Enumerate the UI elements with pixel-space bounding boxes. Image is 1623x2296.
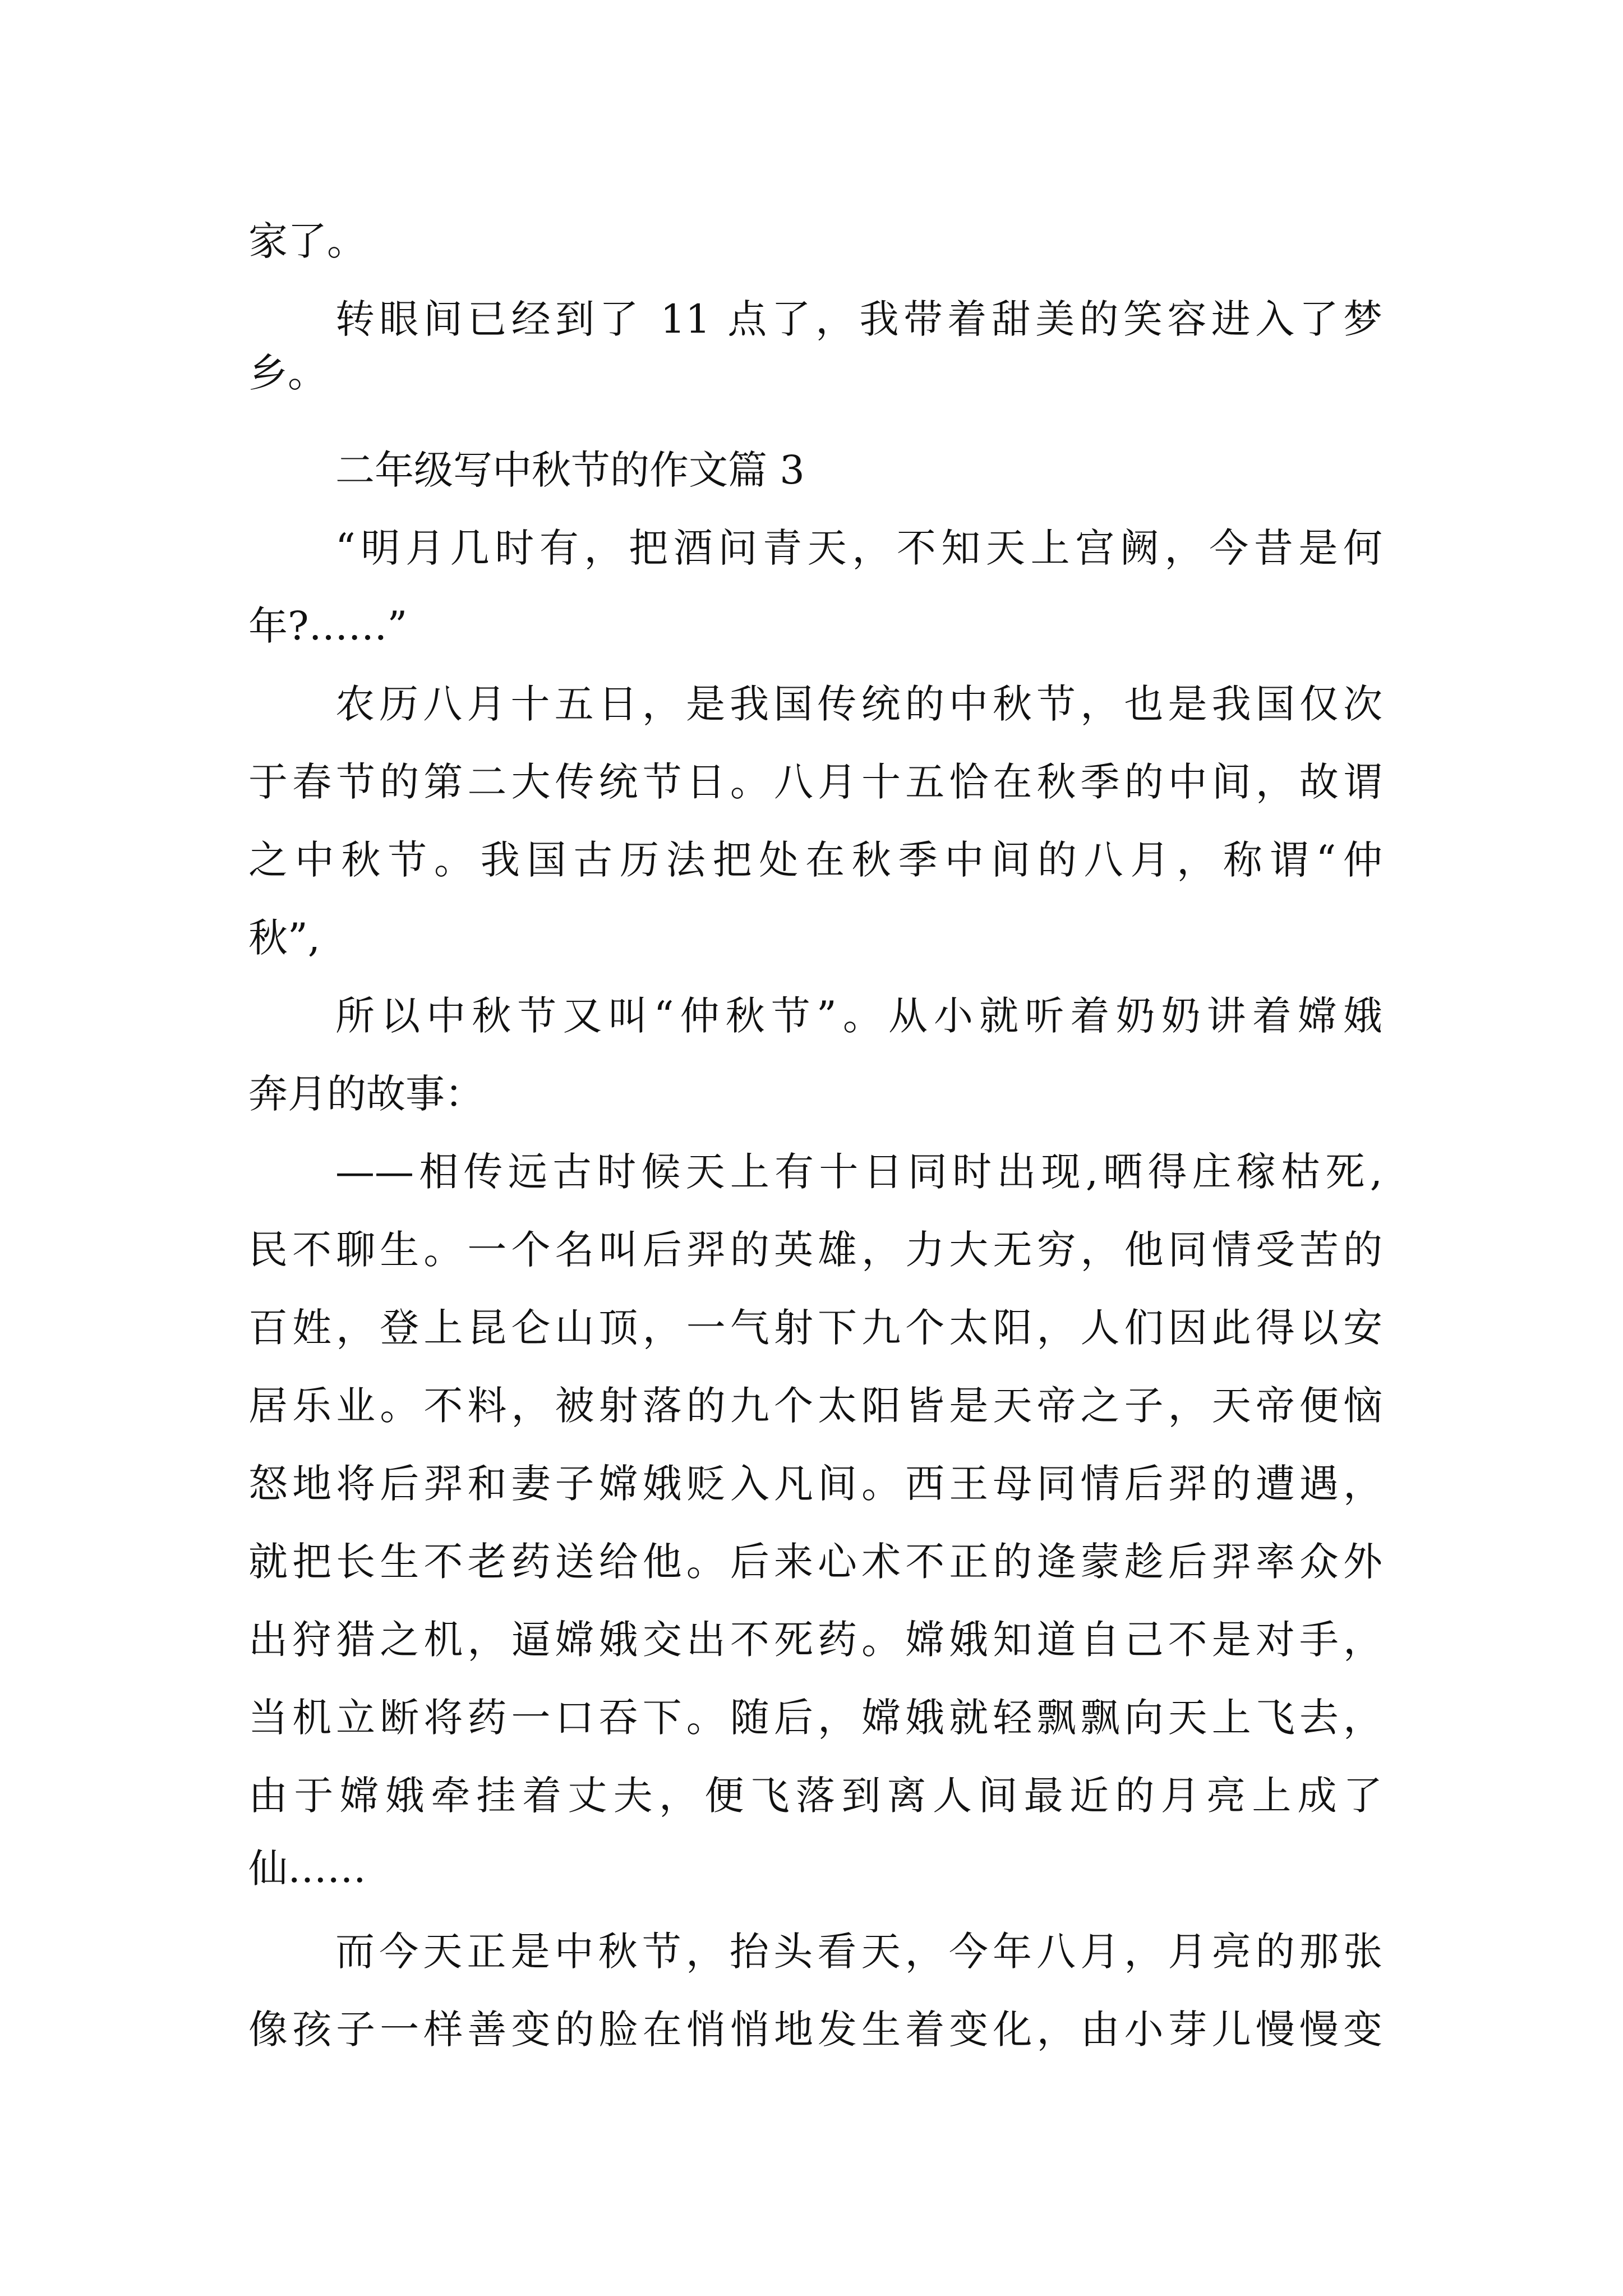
text-line: 奔月的故事：: [248, 1071, 484, 1117]
text-line: 像孩子一样善变的脸在悄悄地发生着变化，由小芽儿慢慢变: [248, 2007, 1382, 2053]
text-line: 于春节的第二大传统节日。八月十五恰在秋季的中间，故谓: [248, 759, 1382, 805]
text-line: 之中秋节。我国古历法把处在秋季中间的八月，称谓“仲: [248, 837, 1382, 883]
text-line: 转眼间已经到了 11 点了，我带着甜美的笑容进入了梦: [335, 296, 1382, 342]
text-line: 家了。: [248, 218, 366, 264]
text-line: 百姓，登上昆仑山顶，一气射下九个太阳，人们因此得以安: [248, 1305, 1382, 1351]
text-line: “明月几时有，把酒问青天，不知天上宫阙，今昔是何: [335, 525, 1382, 571]
text-line: 当机立断将药一口吞下。随后，嫦娥就轻飘飘向天上飞去，: [248, 1695, 1382, 1741]
section-heading: 二年级写中秋节的作文篇 3: [335, 447, 805, 493]
text-line: 就把长生不老药送给他。后来心术不正的逄蒙趁后羿率众外: [248, 1539, 1382, 1585]
text-line: 乡。: [248, 350, 327, 396]
text-line: 怒地将后羿和妻子嫦娥贬入凡间。西王母同情后羿的遭遇，: [248, 1461, 1382, 1507]
text-line: ——相传远古时候天上有十日同时出现,晒得庄稼枯死,: [335, 1149, 1382, 1195]
text-line: 出狩猎之机，逼嫦娥交出不死药。嫦娥知道自己不是对手，: [248, 1617, 1382, 1663]
text-line: 由于嫦娥牵挂着丈夫，便飞落到离人间最近的月亮上成了: [248, 1773, 1382, 1819]
text-line: 年?……”: [248, 603, 408, 649]
text-line: 民不聊生。一个名叫后羿的英雄，力大无穷，他同情受苦的: [248, 1227, 1382, 1273]
text-line: 仙……: [248, 1846, 366, 1892]
text-line: 秋”,: [248, 915, 321, 961]
text-line: 居乐业。不料，被射落的九个太阳皆是天帝之子，天帝便恼: [248, 1383, 1382, 1429]
text-line: 所以中秋节又叫“仲秋节”。从小就听着奶奶讲着嫦娥: [335, 993, 1382, 1039]
text-line: 农历八月十五日，是我国传统的中秋节，也是我国仅次: [335, 681, 1382, 727]
text-line: 而今天正是中秋节，抬头看天，今年八月，月亮的那张: [335, 1929, 1382, 1975]
